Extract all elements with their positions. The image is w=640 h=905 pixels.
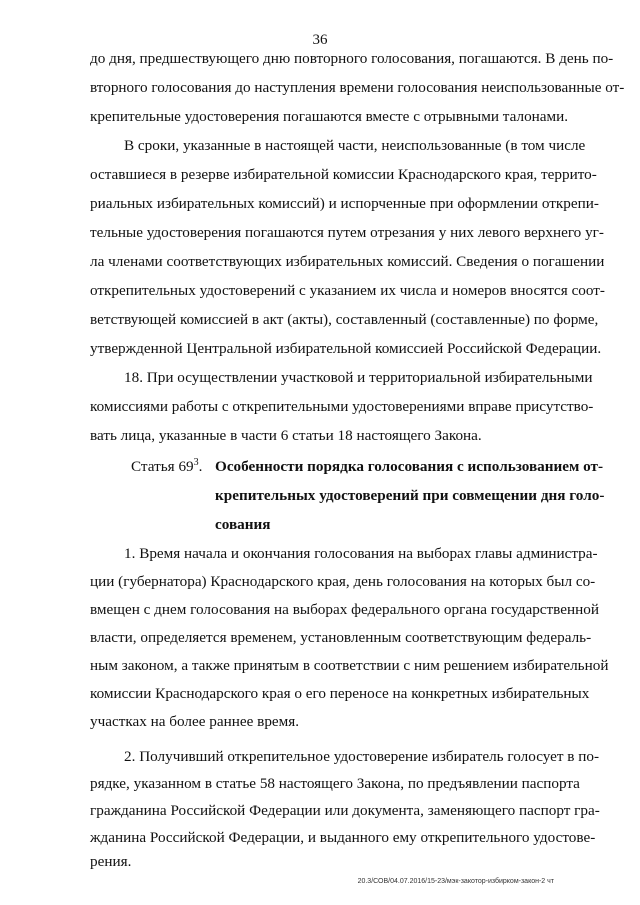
paragraph-4-line-6: комиссии Краснодарского края о его переносе на конкретных избирательных xyxy=(90,685,590,702)
paragraph-2-line-6: открепительных удостоверений с указанием их числа и номеров вносятся соот- xyxy=(90,282,605,299)
article-label-text: Статья 69 xyxy=(131,458,194,475)
paragraph-3-line-1: 18. При осуществлении участковой и территориальной избирательными xyxy=(124,369,593,386)
article-heading-line-3: сования xyxy=(215,516,271,533)
paragraph-4-line-2: ции (губернатора) Краснодарского края, день голосования на которых был со- xyxy=(90,573,596,590)
page-number: 36 xyxy=(312,32,328,48)
paragraph-5-line-4: жданина Российской Федерации, и выданного ему открепительного удостове- xyxy=(90,829,596,846)
paragraph-2-line-3: риальных избирательных комиссий) и испорченные при оформлении открепи- xyxy=(90,195,599,212)
paragraph-2-line-8: утвержденной Центральной избирательной комиссией Российской Федерации. xyxy=(90,340,602,357)
paragraph-4-line-7: участках на более раннее время. xyxy=(90,713,300,730)
article-heading-line-1: Особенности порядка голосования с использованием от- xyxy=(215,458,604,475)
paragraph-5-line-5: рения. xyxy=(90,853,132,870)
article-label-suffix: . xyxy=(198,458,203,475)
paragraph-5-line-2: рядке, указанном в статье 58 настоящего Закона, по предъявлении паспорта xyxy=(90,775,580,792)
document-footer-code: 20.3/СОВ/04.07.2016/15-23/мэк-закотор-избирком-закон-2 чт xyxy=(357,878,554,885)
paragraph-1-line-3: крепительные удостоверения погашаются вместе с отрывными талонами. xyxy=(90,108,569,125)
paragraph-2-line-1: В сроки, указанные в настоящей части, неиспользованные (в том числе xyxy=(124,137,586,154)
paragraph-4-line-4: власти, определяется временем, установленным соответствующим федераль- xyxy=(90,629,592,646)
article-label-superscript: 3 xyxy=(193,457,199,468)
article-heading-line-2: крепительных удостоверений при совмещении дня голо- xyxy=(215,487,605,504)
article-label xyxy=(131,457,202,477)
paragraph-1-line-2: вторного голосования до наступления времени голосования неиспользованные от- xyxy=(90,79,625,96)
paragraph-1-line-1: до дня, предшествующего дню повторного голосования, погашаются. В день по- xyxy=(90,50,614,67)
paragraph-2-line-2: оставшиеся в резерве избирательной комиссии Краснодарского края, террито- xyxy=(90,166,597,183)
paragraph-3-line-3: вать лица, указанные в части 6 статьи 18 настоящего Закона. xyxy=(90,427,482,444)
paragraph-2-line-7: ветствующей комиссией в акт (акты), составленный (составленные) по форме, xyxy=(90,311,599,328)
paragraph-2-line-4: тельные удостоверения погашаются путем отрезания у них левого верхнего уг- xyxy=(90,224,604,241)
paragraph-4-line-1: 1. Время начала и окончания голосования на выборах главы администра- xyxy=(124,545,598,562)
paragraph-5-line-3: гражданина Российской Федерации или документа, заменяющего паспорт гра- xyxy=(90,802,600,819)
paragraph-4-line-3: вмещен с днем голосования на выборах федерального органа государственной xyxy=(90,601,599,618)
paragraph-3-line-2: комиссиями работы с открепительными удостоверениями вправе присутство- xyxy=(90,398,594,415)
paragraph-4-line-5: ным законом, а также принятым в соответствии с ним решением избирательной xyxy=(90,657,609,674)
paragraph-5-line-1: 2. Получивший открепительное удостоверение избиратель голосует в по- xyxy=(124,748,600,765)
paragraph-2-line-5: ла членами соответствующих избирательных комиссий. Сведения о погашении xyxy=(90,253,605,270)
